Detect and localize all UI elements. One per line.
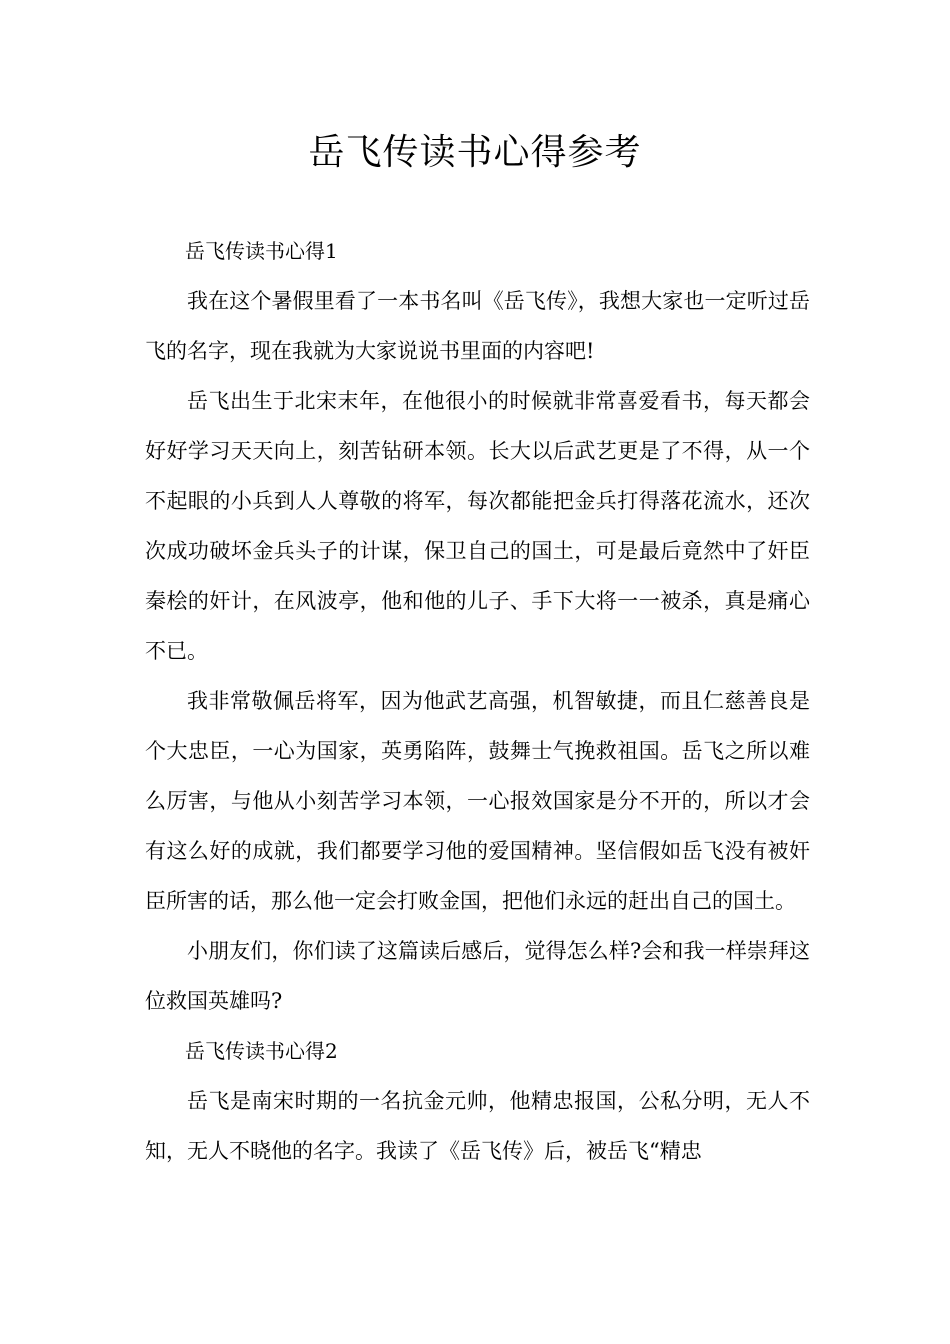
section-heading: 岳飞传读书心得1 xyxy=(185,239,338,263)
paragraph: 岳飞是南宋时期的一名抗金元帅，他精忠报国，公私分明，无人不知，无人不晓他的名字。我读了《岳飞传》后，被岳飞“精忠 xyxy=(145,1089,810,1163)
paragraph: 我在这个暑假里看了一本书名叫《岳飞传》，我想大家也一定听过岳飞的名字，现在我就为大家说说书里面的内容吧! xyxy=(145,289,810,363)
document-body xyxy=(145,226,810,1176)
section-heading: 岳飞传读书心得2 xyxy=(185,1039,338,1063)
paragraph: 岳飞出生于北宋末年，在他很小的时候就非常喜爱看书，每天都会好好学习天天向上，刻苦钻研本领。长大以后武艺更是了不得，从一个不起眼的小兵到人人尊敬的将军，每次都能把金兵打得落花流水，还次次成功破坏金兵头子的计谋，保卫自己的国土，可是最后竟然中了奸臣秦桧的奸计，在风波亭，他和他的儿子、手下大将一一被杀，真是痛心不已。 xyxy=(145,389,810,663)
paragraph: 小朋友们，你们读了这篇读后感后，觉得怎么样?会和我一样崇拜这位救国英雄吗? xyxy=(145,939,810,1013)
paragraph: 我非常敬佩岳将军，因为他武艺高强，机智敏捷，而且仁慈善良是个大忠臣，一心为国家，英勇陷阵，鼓舞士气挽救祖国。岳飞之所以难么厉害，与他从小刻苦学习本领，一心报效国家是分不开的，所以才会有这么好的成就，我们都要学习他的爱国精神。坚信假如岳飞没有被奸臣所害的话，那么他一定会打败金国，把他们永远的赶出自己的国土。 xyxy=(145,689,810,913)
document-title: 岳飞传读书心得参考 xyxy=(308,132,642,173)
